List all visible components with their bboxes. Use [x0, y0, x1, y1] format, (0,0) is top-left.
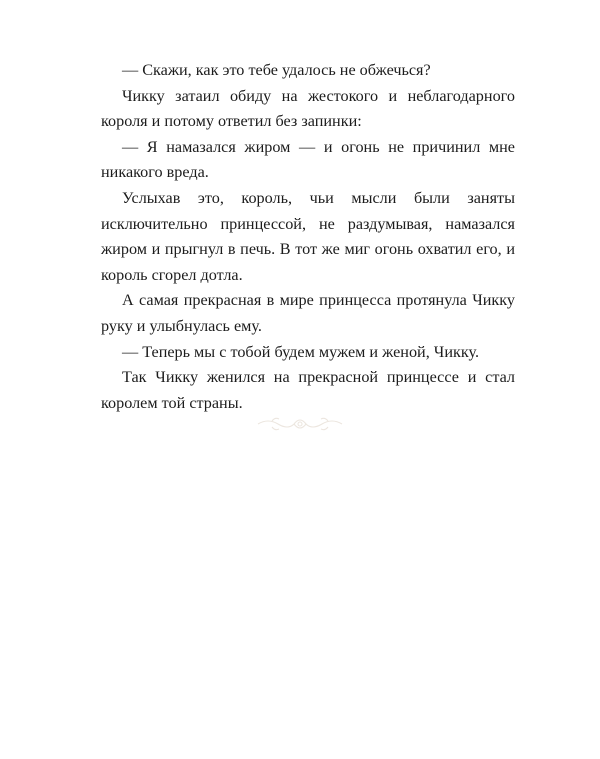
paragraph-4: Услыхав это, король, чьи мысли были заняты исключительно принцессой, не раздумывая, намазался жиром и прыгнул в печь. В тот же миг огонь охватил его, и король сгорел дотла. — [101, 188, 515, 284]
floral-divider-icon — [254, 414, 346, 434]
paragraph-5: А самая прекрасная в мире принцесса протянула Чикку руку и улыбнулась ему. — [101, 291, 515, 335]
paragraph-2: Чикку затаил обиду на жестокого и неблагодарного короля и потому ответил без запинки: — [101, 86, 515, 131]
paragraph-3: — Я намазался жиром — и огонь не причинил мне никакого вреда. — [101, 137, 515, 182]
story-text — [101, 58, 515, 416]
paragraph-1: — Скажи, как это тебе удалось не обжечься? — [122, 61, 431, 79]
paragraph-6: — Теперь мы с тобой будем мужем и женой, Чикку. — [122, 342, 480, 361]
paragraph-7: Так Чикку женился на прекрасной принцессе и стал королем той страны. — [101, 368, 515, 412]
